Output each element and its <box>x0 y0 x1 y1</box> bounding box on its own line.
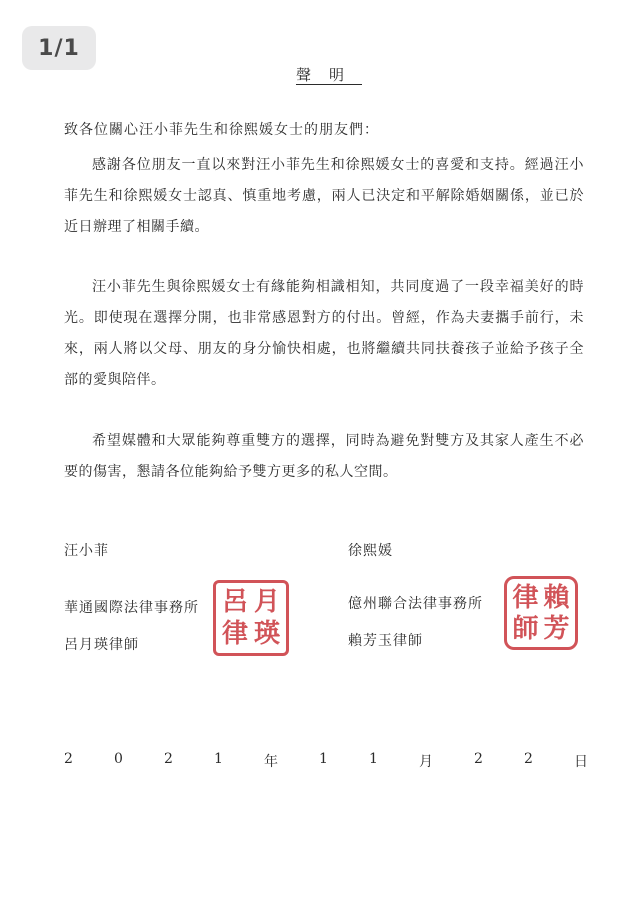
date-char: 2 <box>474 751 483 767</box>
law-firm-name: 億州聯合法律事務所 <box>348 596 483 612</box>
signatory-name: 汪小菲 <box>64 543 109 559</box>
seal-char: 律 <box>512 582 539 613</box>
date-char: 2 <box>64 751 73 767</box>
date-char: 2 <box>163 751 173 767</box>
date-char: 月 <box>418 754 433 770</box>
seal-char: 律 <box>221 619 248 649</box>
paragraph-3: 希望媒體和大眾能夠尊重雙方的選擇，同時為避免對雙方及其家人產生不必要的傷害，懇請各位能夠給予雙方更多的私人空間。 <box>64 433 584 480</box>
seal-char: 賴 <box>543 582 570 613</box>
law-firm-name: 華通國際法律事務所 <box>64 600 199 616</box>
date-char: 2 <box>524 751 533 767</box>
lawyer-name: 呂月瑛律師 <box>64 637 139 653</box>
signature-block-left <box>64 536 199 661</box>
date-char: 年 <box>263 754 278 770</box>
lawyer-seal-stamp-left <box>213 580 289 656</box>
date-char: 1 <box>213 751 223 767</box>
document-title: 聲明 <box>295 66 362 84</box>
date-char: 1 <box>319 751 328 767</box>
seal-char: 芳 <box>543 613 570 644</box>
salutation: 致各位關心汪小菲先生和徐熙媛女士的朋友們： <box>64 122 379 138</box>
paragraph-2: 汪小菲先生與徐熙媛女士有緣能夠相識相知，共同度過了一段幸福美好的時光。即使現在選擇分開，也非常感恩對方的付出。曾經，作為夫妻攜手前行，未來，兩人將以父母、朋友的身分愉快相處，也將繼續共同扶養孩子並給予孩子全部的愛與陪伴。 <box>64 279 584 388</box>
seal-char: 月 <box>253 587 280 617</box>
date-char: 0 <box>113 751 123 767</box>
lawyer-name: 賴芳玉律師 <box>348 633 423 649</box>
date-char: 1 <box>368 751 378 767</box>
signatory-name: 徐熙媛 <box>348 543 393 559</box>
seal-char: 師 <box>512 613 539 644</box>
page-counter-badge: 1/1 <box>22 26 96 70</box>
signature-block-right <box>348 536 483 657</box>
seal-char: 呂 <box>221 587 248 617</box>
document-date <box>64 751 588 771</box>
seal-char: 瑛 <box>253 619 280 649</box>
date-char: 日 <box>574 754 588 770</box>
paragraph-1: 感謝各位朋友一直以來對汪小菲先生和徐熙媛女士的喜愛和支持。經過汪小菲先生和徐熙媛女士認真、慎重地考慮，兩人已決定和平解除婚姻關係，並已於近日辦理了相關手續。 <box>64 157 584 235</box>
lawyer-seal-stamp-right <box>504 576 578 650</box>
